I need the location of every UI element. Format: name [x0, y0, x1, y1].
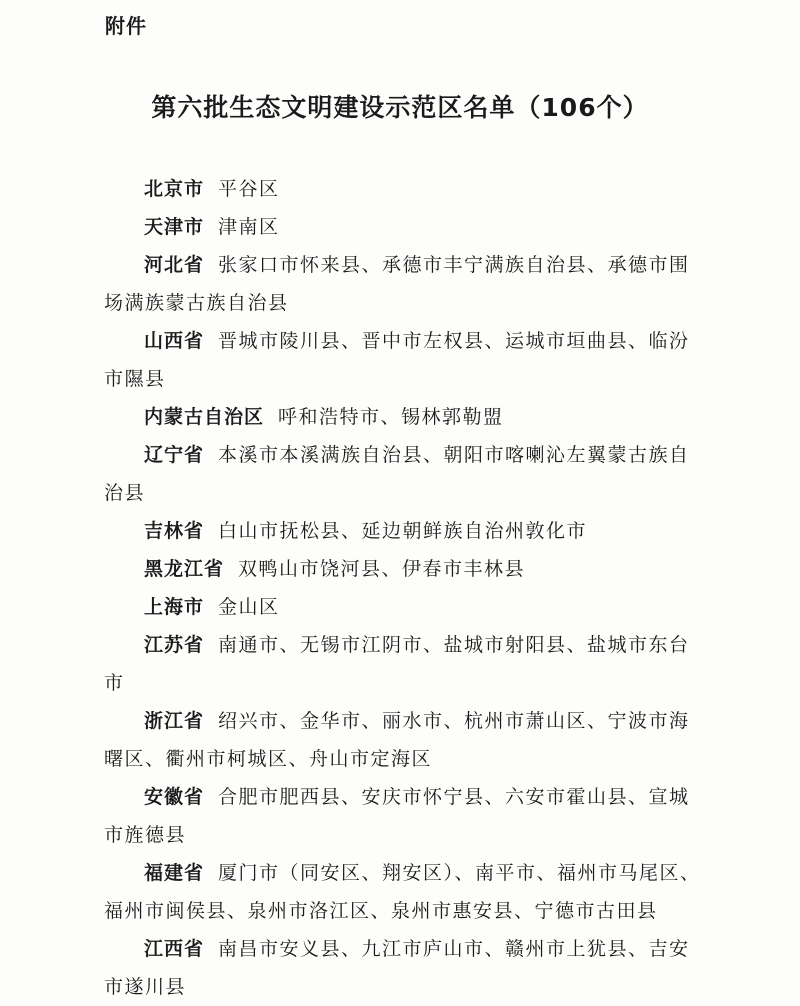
province-name: 上海市 — [144, 596, 205, 618]
province-name: 福建省 — [144, 862, 205, 884]
list-entry-shanxi — [104, 322, 704, 398]
list-entry-hebei — [104, 246, 704, 322]
list-entry-anhui — [104, 778, 704, 854]
list-entry-shanghai — [104, 588, 704, 626]
province-name: 吉林省 — [144, 520, 205, 542]
province-name: 北京市 — [144, 178, 205, 200]
area-names: 合肥市肥西县、安庆市怀宁县、六安市霍山县、宣城市旌德县 — [104, 786, 690, 846]
area-names: 本溪市本溪满族自治县、朝阳市喀喇沁左翼蒙古族自治县 — [104, 444, 690, 504]
area-names: 绍兴市、金华市、丽水市、杭州市萧山区、宁波市海曙区、衢州市柯城区、舟山市定海区 — [104, 710, 690, 770]
area-names: 呼和浩特市、锡林郭勒盟 — [278, 406, 504, 428]
area-names: 双鸭山市饶河县、伊春市丰林县 — [238, 558, 526, 580]
province-name: 浙江省 — [144, 710, 205, 732]
area-names: 平谷区 — [218, 178, 280, 200]
attachment-label: 附件 — [105, 14, 147, 38]
province-name: 江西省 — [144, 938, 205, 960]
province-name: 山西省 — [144, 330, 205, 352]
list-entry-fujian — [104, 854, 704, 930]
list-entry-jiangsu — [104, 626, 704, 702]
area-names: 白山市抚松县、延边朝鲜族自治州敦化市 — [218, 520, 588, 542]
area-names: 津南区 — [218, 216, 280, 238]
list-entry-jilin — [104, 512, 704, 550]
area-names: 南昌市安义县、九江市庐山市、赣州市上犹县、吉安市遂川县 — [104, 938, 690, 998]
province-name: 天津市 — [144, 216, 205, 238]
province-name: 黑龙江省 — [144, 558, 225, 580]
list-entry-beijing — [104, 170, 704, 208]
area-names: 张家口市怀来县、承德市丰宁满族自治县、承德市围场满族蒙古族自治县 — [104, 254, 690, 314]
list-entry-zhejiang — [104, 702, 704, 778]
province-name: 河北省 — [144, 254, 205, 276]
demonstration-area-list — [104, 170, 704, 1006]
list-entry-tianjin — [104, 208, 704, 246]
area-names: 金山区 — [218, 596, 280, 618]
province-name: 安徽省 — [144, 786, 205, 808]
area-names: 晋城市陵川县、晋中市左权县、运城市垣曲县、临汾市隰县 — [104, 330, 690, 390]
list-entry-liaoning — [104, 436, 704, 512]
area-names: 厦门市（同安区、翔安区）、南平市、福州市马尾区、福州市闽侯县、泉州市洛江区、泉州市惠安县、宁德市古田县 — [104, 862, 701, 922]
list-entry-inner-mongolia — [104, 398, 704, 436]
province-name: 内蒙古自治区 — [144, 406, 265, 428]
list-entry-jiangxi — [104, 930, 704, 1006]
area-names: 南通市、无锡市江阴市、盐城市射阳县、盐城市东台市 — [104, 634, 690, 694]
document-title: 第六批生态文明建设示范区名单（106个） — [151, 93, 649, 122]
province-name: 江苏省 — [144, 634, 205, 656]
list-entry-heilongjiang — [104, 550, 704, 588]
province-name: 辽宁省 — [144, 444, 205, 466]
